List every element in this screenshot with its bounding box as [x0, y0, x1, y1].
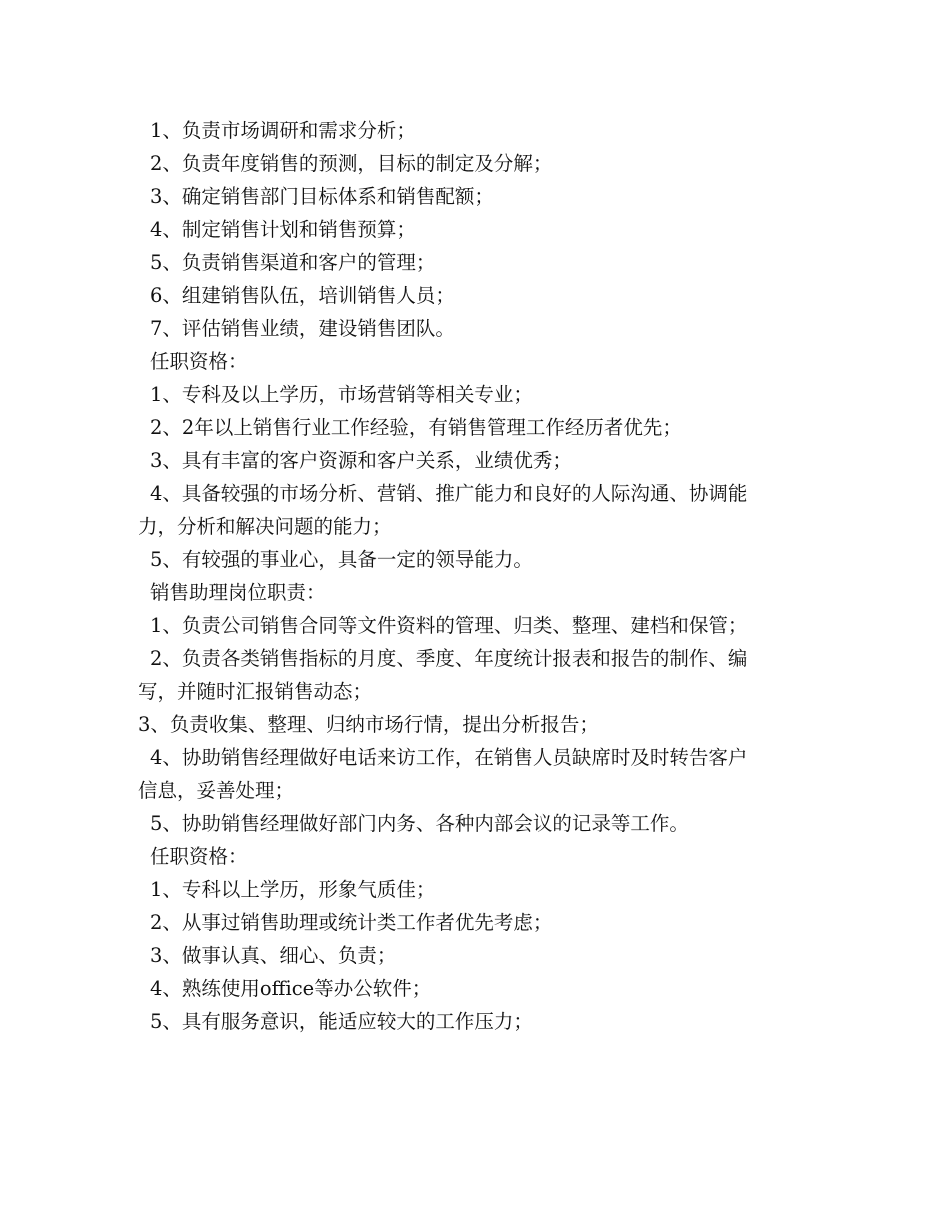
text-line: 写，并随时汇报销售动态；: [138, 680, 373, 703]
text-line: 信息，妥善处理；: [138, 779, 295, 802]
text-line: 1、负责公司销售合同等文件资料的管理、归类、整理、建档和保管；: [150, 614, 748, 637]
text-line: 力，分析和解决问题的能力；: [138, 515, 392, 538]
text-line: 5、协助销售经理做好部门内务、各种内部会议的记录等工作。: [150, 812, 689, 835]
section-heading: 任职资格：: [150, 350, 248, 373]
text-line: 4、协助销售经理做好电话来访工作，在销售人员缺席时及时转告客户: [150, 746, 748, 769]
section-heading: 销售助理岗位职责：: [150, 581, 326, 604]
text-line: 3、具有丰富的客户资源和客户关系，业绩优秀；: [150, 449, 572, 472]
text-line: 1、专科及以上学历，市场营销等相关专业；: [150, 383, 533, 406]
text-line: 5、有较强的事业心，具备一定的领导能力。: [150, 548, 533, 571]
text-line: 2、负责年度销售的预测，目标的制定及分解；: [150, 152, 553, 175]
text-line: 4、制定销售计划和销售预算；: [150, 218, 416, 241]
text-line: 5、具有服务意识，能适应较大的工作压力；: [150, 1010, 533, 1033]
text-line: 2、从事过销售助理或统计类工作者优先考虑；: [150, 911, 553, 934]
text-line: 2、2年以上销售行业工作经验，有销售管理工作经历者优先；: [150, 416, 682, 439]
text-line: 4、熟练使用office等办公软件；: [150, 977, 432, 1000]
text-line: 7、评估销售业绩，建设销售团队。: [150, 317, 455, 340]
text-line: 3、做事认真、细心、负责；: [150, 944, 397, 967]
text-line: 5、负责销售渠道和客户的管理；: [150, 251, 436, 274]
text-line: 6、组建销售队伍，培训销售人员；: [150, 284, 455, 307]
section-heading: 任职资格：: [150, 845, 248, 868]
text-line: 3、确定销售部门目标体系和销售配额；: [150, 185, 494, 208]
text-line: 1、负责市场调研和需求分析；: [150, 119, 416, 142]
text-line: 3、负责收集、整理、归纳市场行情，提出分析报告；: [138, 713, 599, 736]
text-line: 4、具备较强的市场分析、营销、推广能力和良好的人际沟通、协调能: [150, 482, 748, 505]
text-line: 2、负责各类销售指标的月度、季度、年度统计报表和报告的制作、编: [150, 647, 748, 670]
text-line: 1、专科以上学历，形象气质佳；: [150, 878, 436, 901]
document-body: [138, 114, 828, 1038]
